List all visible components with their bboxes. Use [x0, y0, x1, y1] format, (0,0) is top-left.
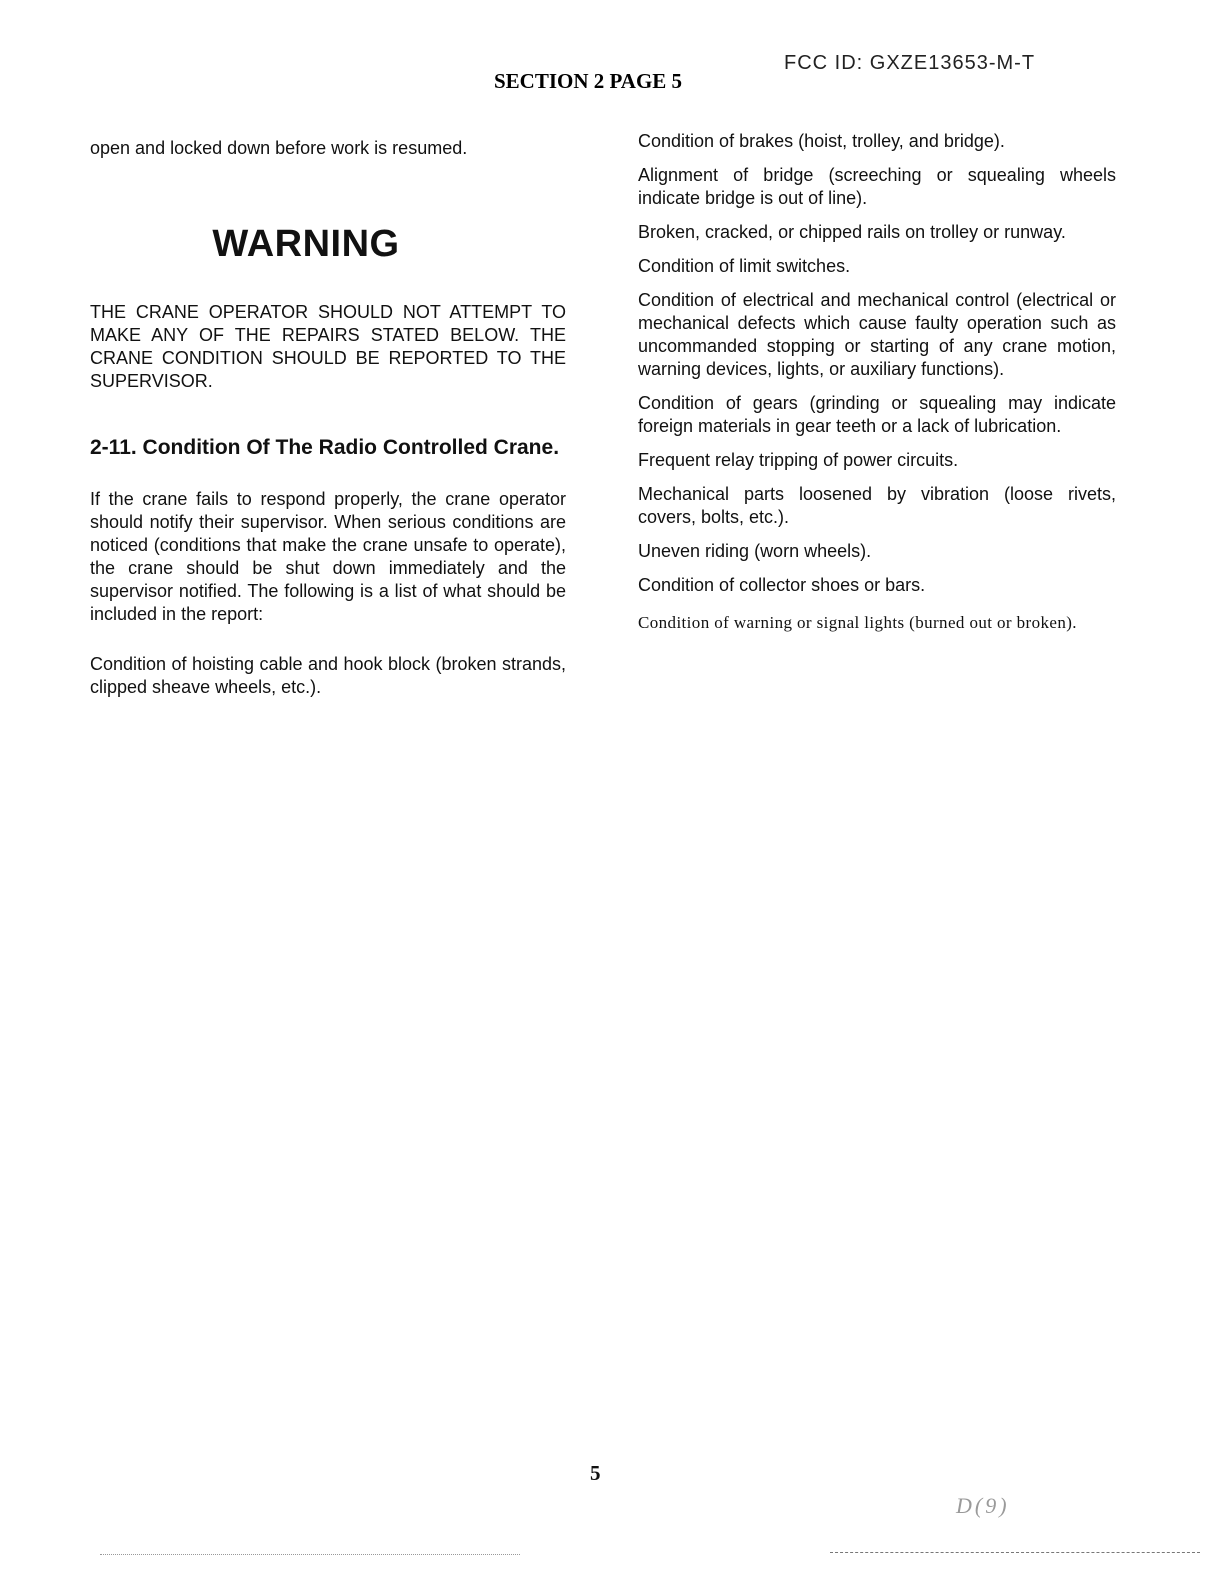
condition-item: Condition of brakes (hoist, trolley, and bridge). [638, 131, 1005, 151]
left-column [90, 137, 566, 699]
warning-title: WARNING [212, 223, 400, 265]
continuation-text: open and locked down before work is resumed. [90, 138, 468, 158]
condition-item: Mechanical parts loosened by vibration (loose rivets, covers, bolts, etc.). [638, 484, 1116, 527]
warning-text: THE CRANE OPERATOR SHOULD NOT ATTEMPT TO MAKE ANY OF THE REPAIRS STATED BELOW. THE CRANE CONDITION SHOULD BE REPORTED TO THE SUPERVISOR. [90, 302, 566, 391]
footer-rule [830, 1552, 1200, 1553]
page-number: 5 [590, 1461, 601, 1485]
right-column [638, 130, 1116, 645]
condition-item: Condition of limit switches. [638, 256, 851, 276]
condition-item: Condition of electrical and mechanical control (electrical or mechanical defects which cause faulty operation such as uncommanded stopping or starting of any crane motion, warning devices, lights, or auxiliary functions). [638, 290, 1116, 379]
condition-item: Condition of collector shoes or bars. [638, 575, 926, 595]
condition-item: Broken, cracked, or chipped rails on trolley or runway. [638, 222, 1066, 242]
scan-artifact-line [100, 1554, 520, 1555]
condition-item-hoisting: Condition of hoisting cable and hook block (broken strands, clipped sheave wheels, etc.). [90, 654, 566, 697]
section-page-header: SECTION 2 PAGE 5 [494, 69, 683, 93]
condition-item: Condition of warning or signal lights (burned out or broken). [638, 613, 1077, 632]
condition-item: Frequent relay tripping of power circuits. [638, 450, 959, 470]
section-heading: 2-11. Condition Of The Radio Controlled Crane. [90, 436, 560, 459]
condition-item: Condition of gears (grinding or squealing may indicate foreign materials in gear teeth or a lack of lubrication. [638, 393, 1116, 436]
condition-item: Uneven riding (worn wheels). [638, 541, 872, 561]
fcc-id: FCC ID: GXZE13653-M-T [784, 52, 1036, 74]
handwritten-mark: D(9) [956, 1493, 1010, 1518]
body-paragraph: If the crane fails to respond properly, the crane operator should notify their supervisor. When serious conditions are noticed (conditions that make the crane unsafe to operate), the crane should be shut down immediately and the supervisor notified. The following is a list of what should be included in the report: [90, 489, 566, 624]
condition-item: Alignment of bridge (screeching or squealing wheels indicate bridge is out of line). [638, 165, 1116, 208]
